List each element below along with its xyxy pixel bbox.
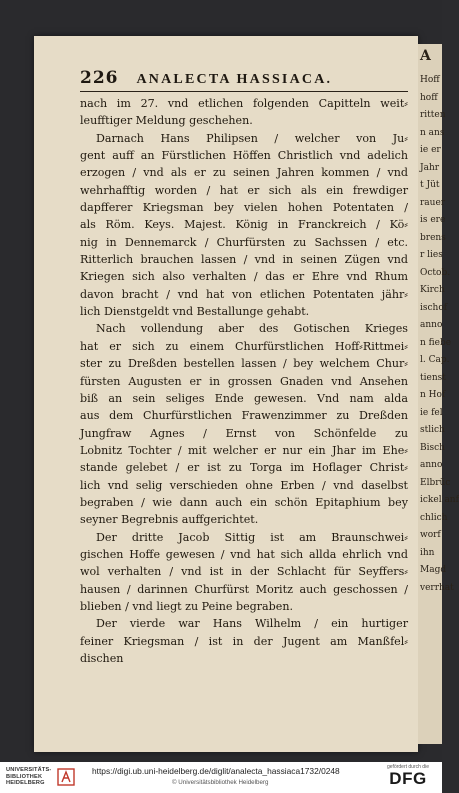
facing-page-fragment: Octob. bbox=[420, 267, 451, 278]
facing-page-fragment: ie er bbox=[420, 145, 441, 155]
text-line: Nach vollendung aber des Gotischen Krieges bbox=[96, 322, 408, 336]
facing-page-fragment: t Jüt bbox=[420, 180, 440, 190]
text-line: gischen Hoffe gewesen / vnd hat sich allda ehrlich vnd bbox=[80, 547, 408, 561]
facing-page-fragment: worf bbox=[420, 530, 441, 540]
text-line: dapfferer Kriegsman bey vielen hohen Potentaten / bbox=[80, 201, 408, 215]
facing-page-fragment: chlich bbox=[420, 512, 448, 523]
text-line: stande gelebet / er ist zu Torga im Hoflager Christ⸗ bbox=[80, 461, 408, 475]
page-header bbox=[80, 68, 408, 90]
text-line: begraben / wie dann auch ein schön Epitaphium bey bbox=[80, 495, 408, 509]
facing-page-fragment: Kirch bbox=[420, 285, 445, 295]
page-number: 226 bbox=[80, 68, 119, 88]
university-line-1: UNIVERSITÄTS- bbox=[6, 767, 52, 774]
facing-page-fragment: hoff bbox=[420, 92, 438, 103]
facing-page-fragment: rauer bbox=[420, 197, 446, 208]
viewer-footer bbox=[0, 762, 442, 793]
facing-page-fragment: is ere bbox=[420, 215, 446, 225]
university-line-2: BIBLIOTHEK bbox=[6, 773, 43, 780]
facing-page-fragment: verrhat bbox=[420, 582, 454, 593]
facing-page-fragment: ischof bbox=[420, 302, 448, 313]
facing-page-fragment: l. Cap. bbox=[420, 355, 450, 365]
text-line: Der dritte Jacob Sittig ist am Braunschwei⸗ bbox=[96, 530, 408, 544]
dfg-logo-text: DFG bbox=[389, 769, 427, 788]
text-line: aus dem Churfürstlichen Frawenzimmer zu Dreßden bbox=[80, 409, 408, 423]
facing-page-fragment: stlich bbox=[420, 425, 445, 435]
facing-page-fragment: Magd bbox=[420, 565, 447, 575]
facing-page-fragment: Elbrüc bbox=[420, 477, 451, 488]
text-line: leufftiger Meldung geschehen. bbox=[80, 114, 253, 128]
copyright-text: © Universitätsbibliothek Heidelberg bbox=[172, 779, 269, 786]
text-line: lich vnd selig verschieden ohne Erben / vnd daselbst bbox=[80, 478, 408, 492]
header-rule bbox=[80, 91, 408, 92]
text-line: Lobnitz Tochter / mit welcher er nur ein Jhar im Ehe⸗ bbox=[80, 443, 408, 457]
running-title: ANALECTA HASSIACA. bbox=[136, 72, 333, 87]
document-url-link[interactable]: https://digi.ub.uni-heidelberg.de/diglit/analecta_hassiaca1732/0248 bbox=[92, 766, 340, 776]
page-body-text bbox=[80, 95, 408, 667]
funder-logo[interactable] bbox=[378, 764, 438, 788]
text-line: biß an sein seliges Ende gewesen. Vnd nam alda bbox=[80, 391, 408, 405]
facing-page-fragment: brens bbox=[420, 232, 446, 243]
text-line: Jungfraw Agnes / Ernst von Schönfelde zu bbox=[80, 426, 408, 440]
facing-page-fragment: n fiebe bbox=[420, 337, 452, 348]
text-line: Der vierde war Hans Wilhelm / ein hurtiger bbox=[96, 617, 408, 631]
text-line: feiner Kriegsman / ist in der Jugent am Manßfel⸗ bbox=[80, 634, 408, 648]
text-line: hausen / darinnen Churfürst Moritz auch geschossen / bbox=[80, 582, 408, 596]
funding-note: gefördert durch die bbox=[387, 764, 429, 770]
text-line: lich Dienstgeldt vnd Bestallunge gehabt. bbox=[80, 305, 310, 319]
text-line: wol verhalten / vnd ist in der Schlacht für Seyffers⸗ bbox=[80, 565, 408, 579]
text-line: wehrhafftig worden / hat er sich als ein frewdiger bbox=[80, 183, 408, 197]
facing-page-fragment: ie fel bbox=[420, 407, 443, 418]
text-line: blieben / vnd liegt zu Peine begraben. bbox=[80, 599, 294, 613]
facing-page-fragment: A bbox=[420, 48, 432, 64]
facing-page-fragment: Hoff bbox=[420, 75, 440, 85]
text-line: dischen bbox=[80, 652, 124, 665]
text-line: als Röm. Keys. Majest. König in Franckreich / Kö⸗ bbox=[80, 218, 408, 232]
facing-page-fragment: ritten bbox=[420, 110, 446, 120]
text-line: seyner Begrebnis auffgerichtet. bbox=[80, 513, 259, 527]
facing-page-fragment: anno bbox=[420, 320, 443, 330]
facing-page-fragment: Jahr bbox=[420, 162, 440, 173]
text-line: Darnach Hans Philipsen / welcher von Ju⸗ bbox=[96, 131, 408, 145]
facing-page-fragment: n Hof bbox=[420, 390, 446, 400]
facing-page-edge bbox=[418, 44, 459, 744]
university-logo[interactable] bbox=[6, 767, 76, 787]
facing-page-fragment: Bisch bbox=[420, 442, 445, 453]
text-line: hat er sich zu einem Churfürstlichen Hoff⸗Rittmei⸗ bbox=[80, 339, 408, 353]
text-line: gent auff an Fürstlichen Höffen Christlich vnd adelich bbox=[80, 149, 408, 163]
text-line: nig in Dennemarck / Churfürsten zu Sachssen / etc. bbox=[80, 235, 408, 249]
text-line: Kriegen sich also verhalten / das er Ehre vnd Rhum bbox=[80, 270, 408, 284]
facing-page-fragment: n ans bbox=[420, 127, 445, 138]
facing-page-fragment: ickel anf bbox=[420, 495, 459, 505]
text-line: Ritterlich brauchen lassen / vnd in seinen Zügen vnd bbox=[80, 253, 408, 267]
text-line: nach im 27. vnd etlichen folgenden Capitteln weit⸗ bbox=[80, 97, 408, 110]
university-crest-icon bbox=[56, 767, 76, 787]
text-line: fürsten Augusten er in grossen Gnaden vnd Ansehen bbox=[80, 374, 408, 388]
text-line: davon bracht / vnd hat von etlichen Potentaten jähr⸗ bbox=[80, 287, 408, 301]
facing-page-fragment: tienst bbox=[420, 372, 446, 383]
text-line: erzogen / vnd als er zu seinen Jahren kommen / vnd bbox=[80, 166, 408, 180]
facing-page-fragment: r lies bbox=[420, 250, 443, 260]
text-line: ster zu Dreßden bestellen lassen / bey welchem Chur⸗ bbox=[80, 357, 408, 371]
facing-page-fragment: anno bbox=[420, 460, 443, 470]
university-line-3: HEIDELBERG bbox=[6, 780, 45, 787]
facing-page-fragment: ihn bbox=[420, 547, 435, 558]
